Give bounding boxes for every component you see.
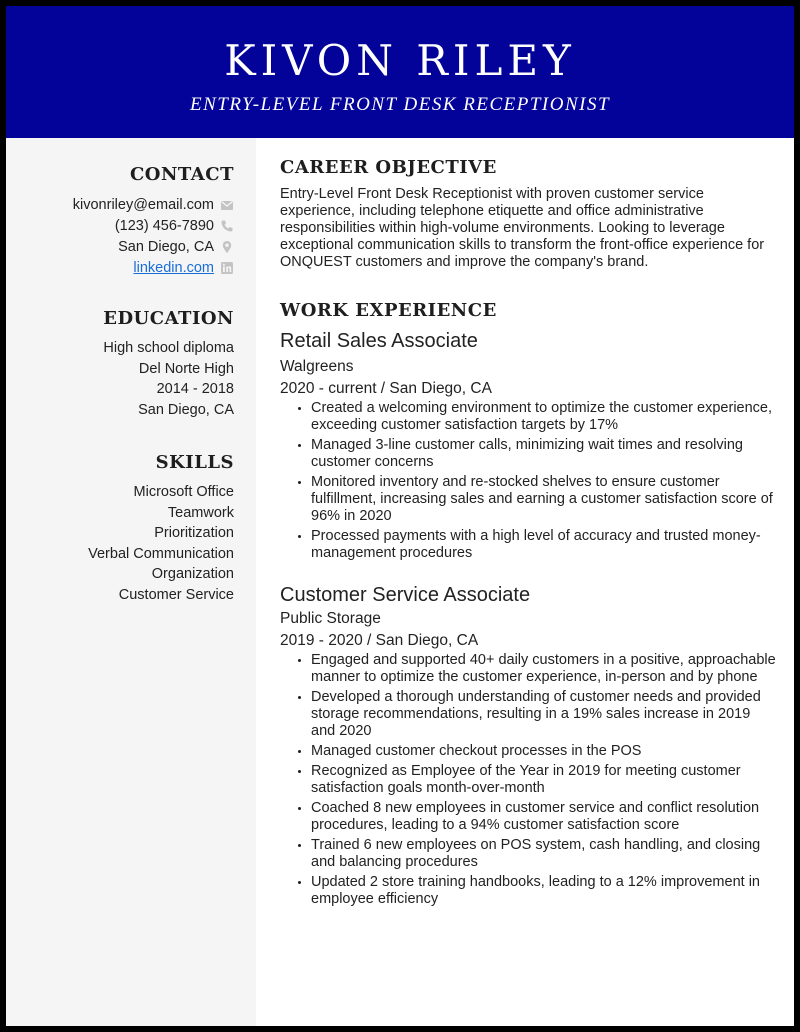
main-content xyxy=(280,156,776,911)
linkedin-icon xyxy=(220,261,234,275)
education-title: EDUCATION xyxy=(103,308,234,329)
job-bullet: • Recognized as Employee of the Year in 2019 for meeting customer satisfaction goals month-over-month xyxy=(311,763,776,797)
education-years: 2014 - 2018 xyxy=(156,381,234,397)
envelope-icon xyxy=(220,198,234,212)
contact-title: CONTACT xyxy=(129,164,234,185)
job-bullet: • Coached 8 new employees in customer service and conflict resolution procedures, leading to a 94% customer satisfaction score xyxy=(311,800,776,834)
job-title: Customer Service Associate xyxy=(280,584,531,606)
candidate-role: ENTRY-LEVEL FRONT DESK RECEPTIONIST xyxy=(189,94,611,115)
skill-item: Teamwork xyxy=(167,504,234,521)
job-bullet: • Developed a thorough understanding of customer needs and provided storage recommendations, resulting in a 19% sales increase in 2019 and 2020 xyxy=(311,689,776,740)
job-bullet: • Processed payments with a high level of accuracy and trusted money-management procedures xyxy=(311,528,776,562)
job-entry xyxy=(280,329,776,562)
map-pin-icon xyxy=(220,240,234,254)
candidate-name: KIVON RILEY xyxy=(224,36,576,85)
job-bullet: • Managed 3-line customer calls, minimizing wait times and resolving customer concerns xyxy=(311,437,776,471)
contact-phone-row xyxy=(6,215,216,236)
sidebar xyxy=(6,138,256,1026)
contact-email[interactable]: kivonriley@email.com xyxy=(72,196,214,213)
job-bullet: • Trained 6 new employees on POS system, cash handling, and closing and balancing procedures xyxy=(311,837,776,871)
contact-email-row xyxy=(6,194,216,215)
skills-title: SKILLS xyxy=(155,452,234,473)
job-bullet: • Created a welcoming environment to optimize the customer experience, exceeding customer satisfaction targets by 17% xyxy=(311,400,776,434)
job-company: Public Storage xyxy=(280,610,381,627)
job-bullet: • Managed customer checkout processes in the POS xyxy=(311,743,776,760)
contact-location: San Diego, CA xyxy=(118,238,214,255)
contact-phone: (123) 456-7890 xyxy=(114,217,214,234)
skill-item: Prioritization xyxy=(154,525,234,541)
job-bullets xyxy=(280,400,776,562)
skills-section xyxy=(14,452,234,605)
experience-section xyxy=(280,299,776,908)
skill-item: Organization xyxy=(151,566,234,582)
skill-item: Microsoft Office xyxy=(133,484,234,500)
contact-section xyxy=(6,164,234,278)
education-school: Del Norte High xyxy=(138,360,234,377)
linkedin-link[interactable]: linkedin.com xyxy=(133,259,214,276)
job-dates: 2019 - 2020 / San Diego, CA xyxy=(280,632,479,649)
education-degree: High school diploma xyxy=(103,340,234,356)
job-title: Retail Sales Associate xyxy=(280,330,478,352)
job-company: Walgreens xyxy=(280,358,354,375)
job-bullet: • Monitored inventory and re-stocked shelves to ensure customer fulfillment, increasing sales and earning a customer satisfaction score of 96% in 2020 xyxy=(311,474,776,525)
education-section xyxy=(14,308,234,420)
objective-section xyxy=(280,156,776,271)
resume-page xyxy=(6,6,794,1026)
skill-item: Verbal Communication xyxy=(88,545,234,562)
contact-location-row xyxy=(6,236,216,257)
skill-item: Customer Service xyxy=(118,586,234,603)
job-bullet: • Updated 2 store training handbooks, leading to a 12% improvement in employee efficiency xyxy=(311,874,776,908)
education-location: San Diego, CA xyxy=(138,401,234,418)
phone-icon xyxy=(220,219,234,233)
job-entry xyxy=(280,583,776,908)
contact-linkedin-row xyxy=(6,257,216,278)
job-dates: 2020 - current / San Diego, CA xyxy=(280,380,492,397)
job-bullets xyxy=(280,652,776,908)
experience-title: WORK EXPERIENCE xyxy=(280,300,497,321)
resume-header xyxy=(6,6,794,138)
job-bullet: • Engaged and supported 40+ daily customers in a positive, approachable manner to optimize the customer experience, in-person and by phone xyxy=(311,652,776,686)
objective-title: CAREER OBJECTIVE xyxy=(280,157,497,178)
objective-text: Entry-Level Front Desk Receptionist with proven customer service experience, including telephone etiquette and office administrative responsibilities within high-volume environments. Looking to leverage exceptional communication skills to transform the front-office experience for ONQUEST customers and improve the company's brand. xyxy=(280,186,765,270)
